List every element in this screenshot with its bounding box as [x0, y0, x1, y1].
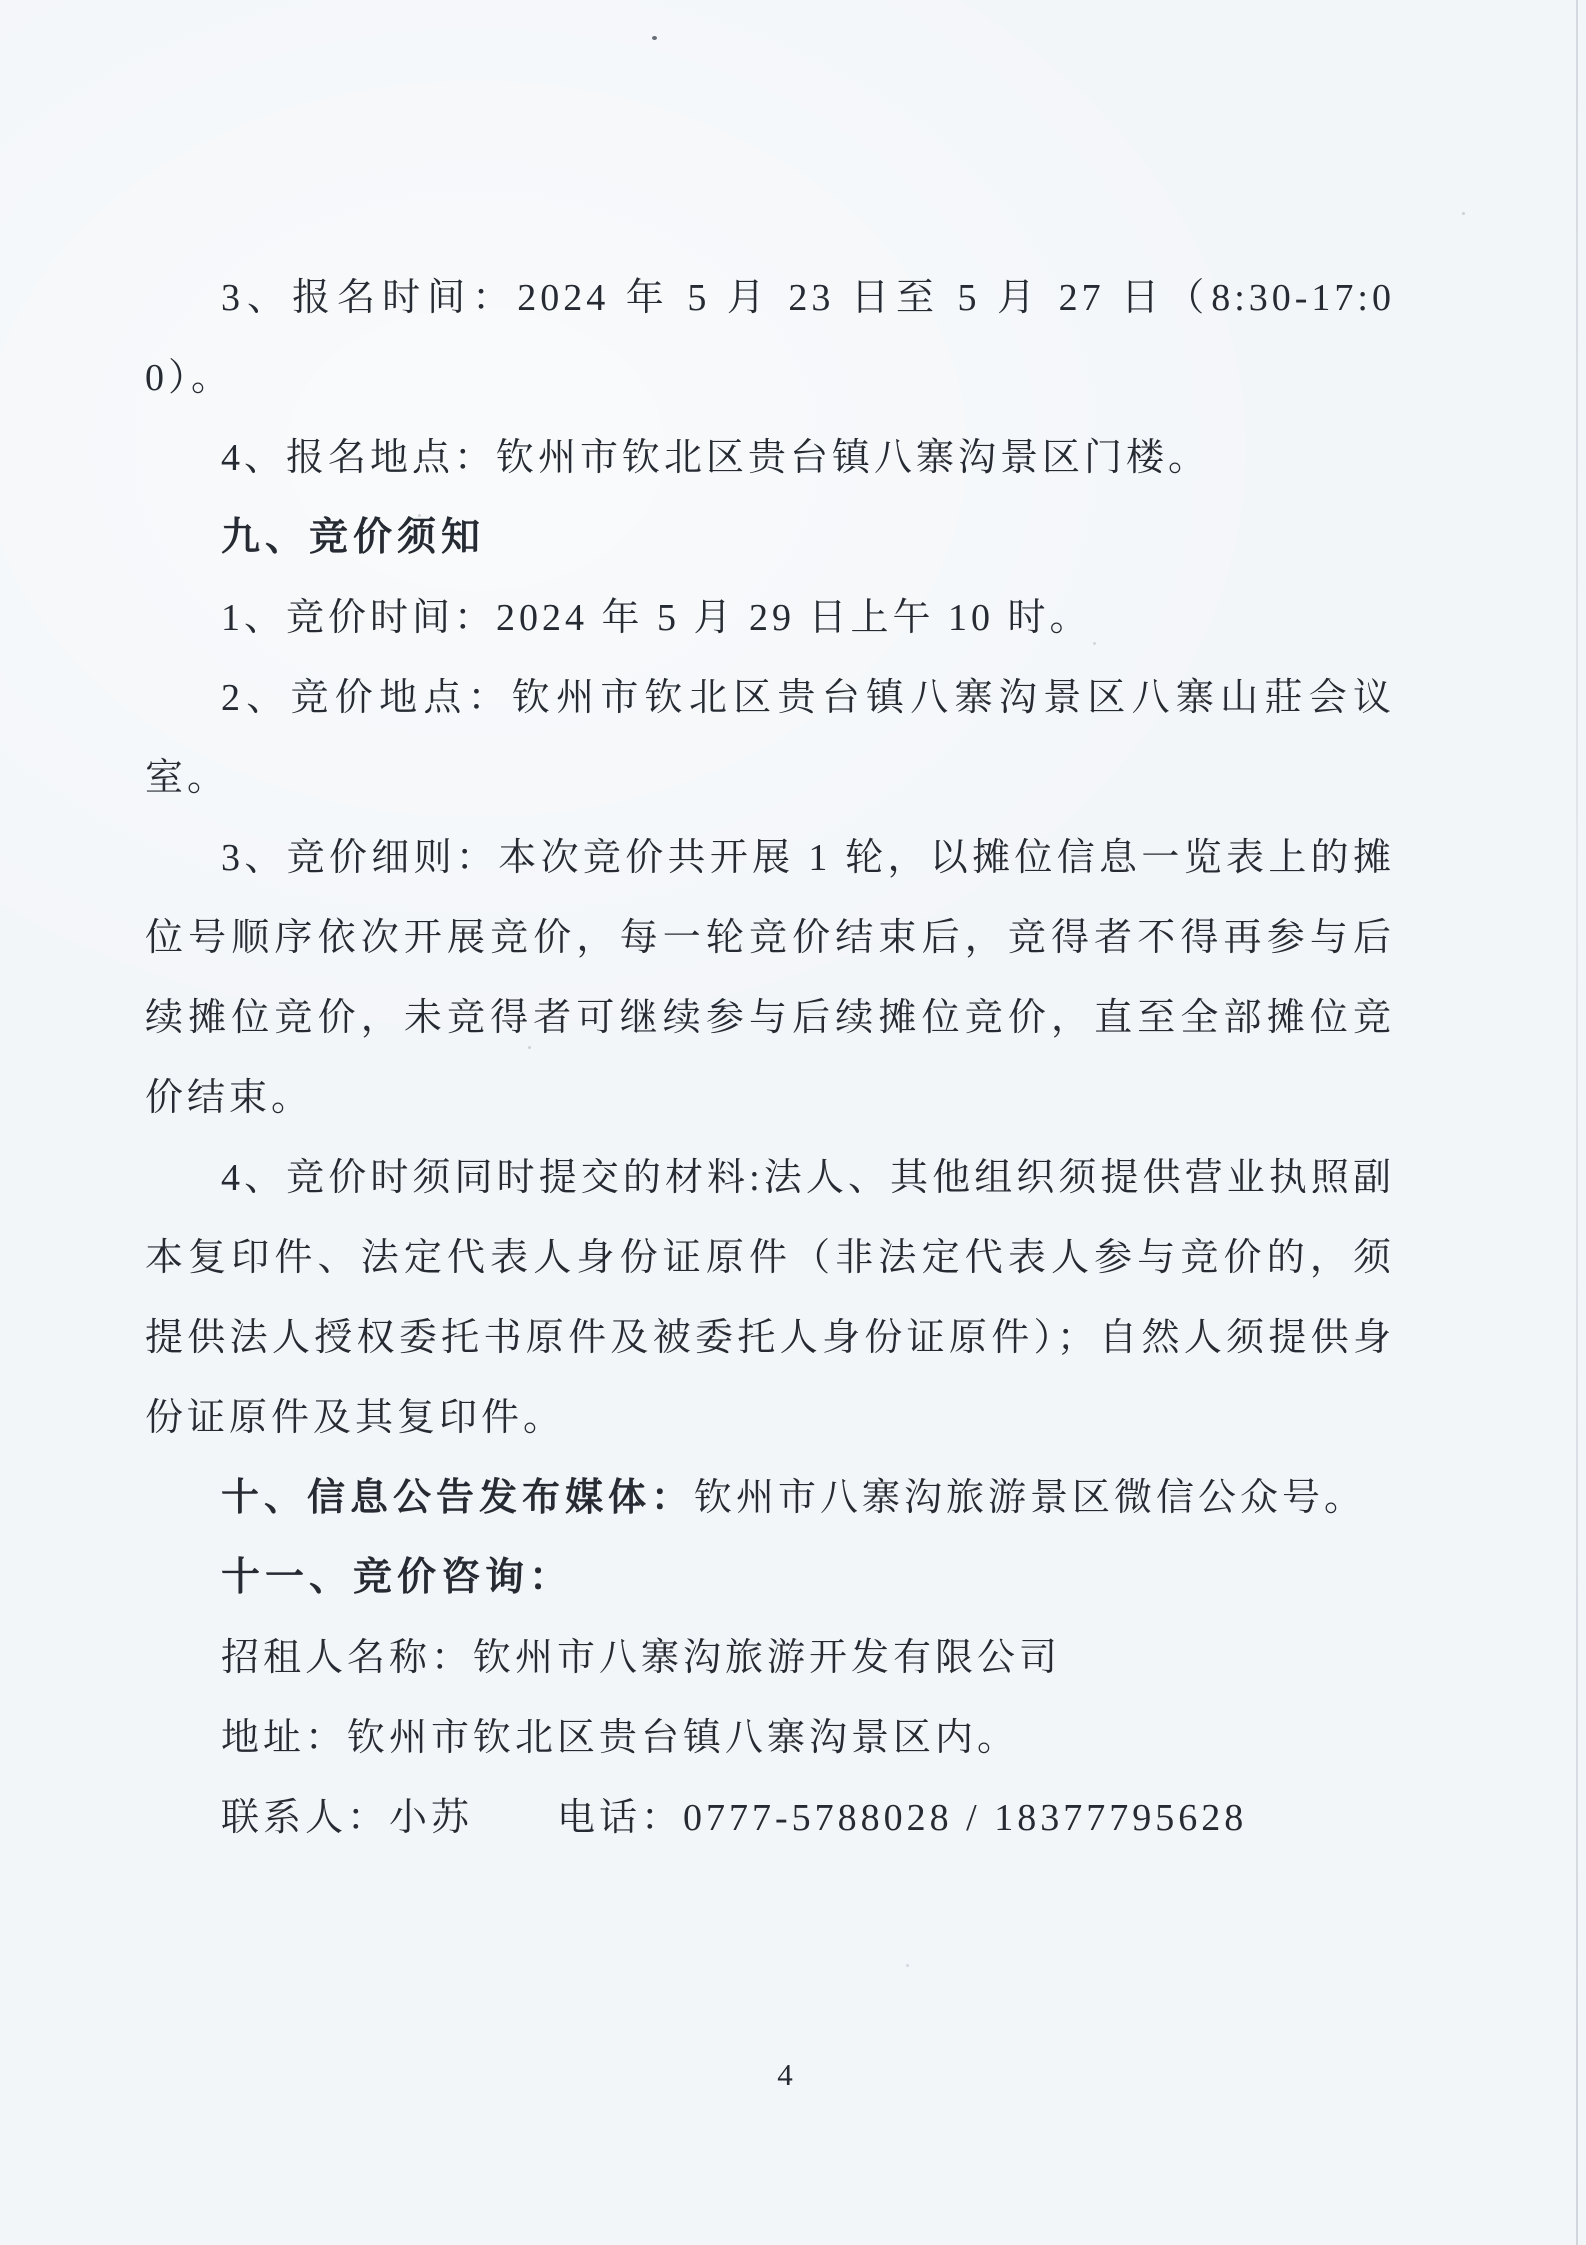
document-paragraph	[145, 418, 1395, 498]
document-paragraph	[145, 1698, 1395, 1778]
bold-text-run: 十一、竞价咨询：	[221, 1556, 574, 1599]
document-paragraph	[145, 1778, 1395, 1858]
text-run: 钦州市八寨沟旅游景区微信公众号。	[694, 1477, 1367, 1519]
scan-speck	[418, 514, 421, 517]
section-heading	[145, 498, 1395, 578]
text-run: 3、竞价细则：本次竞价共开展 1 轮，以摊位信息一览表上的摊位号顺序依次开展竞价，每一轮竞价结束后，竞得者不得再参与后续摊位竞价，未竞得者可继续参与后续摊位竞价，直至全部摊位竞价结束。	[145, 837, 1395, 1119]
document-paragraph	[145, 258, 1395, 418]
text-run: 地址：钦州市钦北区贵台镇八寨沟景区内。	[221, 1717, 1020, 1759]
document-paragraph	[145, 1618, 1395, 1698]
text-run: 联系人：小苏 电话：0777-5788028 / 18377795628	[221, 1797, 1248, 1839]
document-paragraph	[145, 1458, 1395, 1538]
scan-speck	[652, 36, 657, 40]
document-paragraph	[145, 818, 1395, 1138]
bold-text-run: 十、信息公告发布媒体：	[221, 1477, 695, 1519]
scan-speck	[1093, 642, 1096, 645]
document-body	[145, 258, 1395, 1858]
text-run: 4、报名地点：钦州市钦北区贵台镇八寨沟景区门楼。	[221, 437, 1211, 479]
scan-edge-shadow	[1576, 0, 1578, 2245]
scan-speck	[1462, 212, 1465, 215]
scan-speck	[906, 1964, 909, 1967]
text-run: 1、竞价时间：2024 年 5 月 29 日上午 10 时。	[221, 597, 1092, 639]
text-run: 4、竞价时须同时提交的材料:法人、其他组织须提供营业执照副本复印件、法定代表人身份证原件（非法定代表人参与竞价的，须提供法人授权委托书原件及被委托人身份证原件）；自然人须提供身份证原件及其复印件。	[145, 1157, 1395, 1439]
text-run: 2、竞价地点：钦州市钦北区贵台镇八寨沟景区八寨山莊会议室。	[145, 677, 1395, 799]
section-heading	[145, 1538, 1395, 1618]
document-paragraph	[145, 1138, 1395, 1458]
document-paragraph	[145, 658, 1395, 818]
bold-text-run: 九、竞价须知	[221, 516, 486, 559]
page-number: 4	[777, 2057, 793, 2092]
text-run: 3、报名时间：2024 年 5 月 23 日至 5 月 27 日（8:30-17:00）。	[145, 277, 1395, 399]
document-paragraph	[145, 578, 1395, 658]
text-run: 招租人名称：钦州市八寨沟旅游开发有限公司	[221, 1637, 1062, 1679]
scan-speck	[528, 1046, 531, 1049]
